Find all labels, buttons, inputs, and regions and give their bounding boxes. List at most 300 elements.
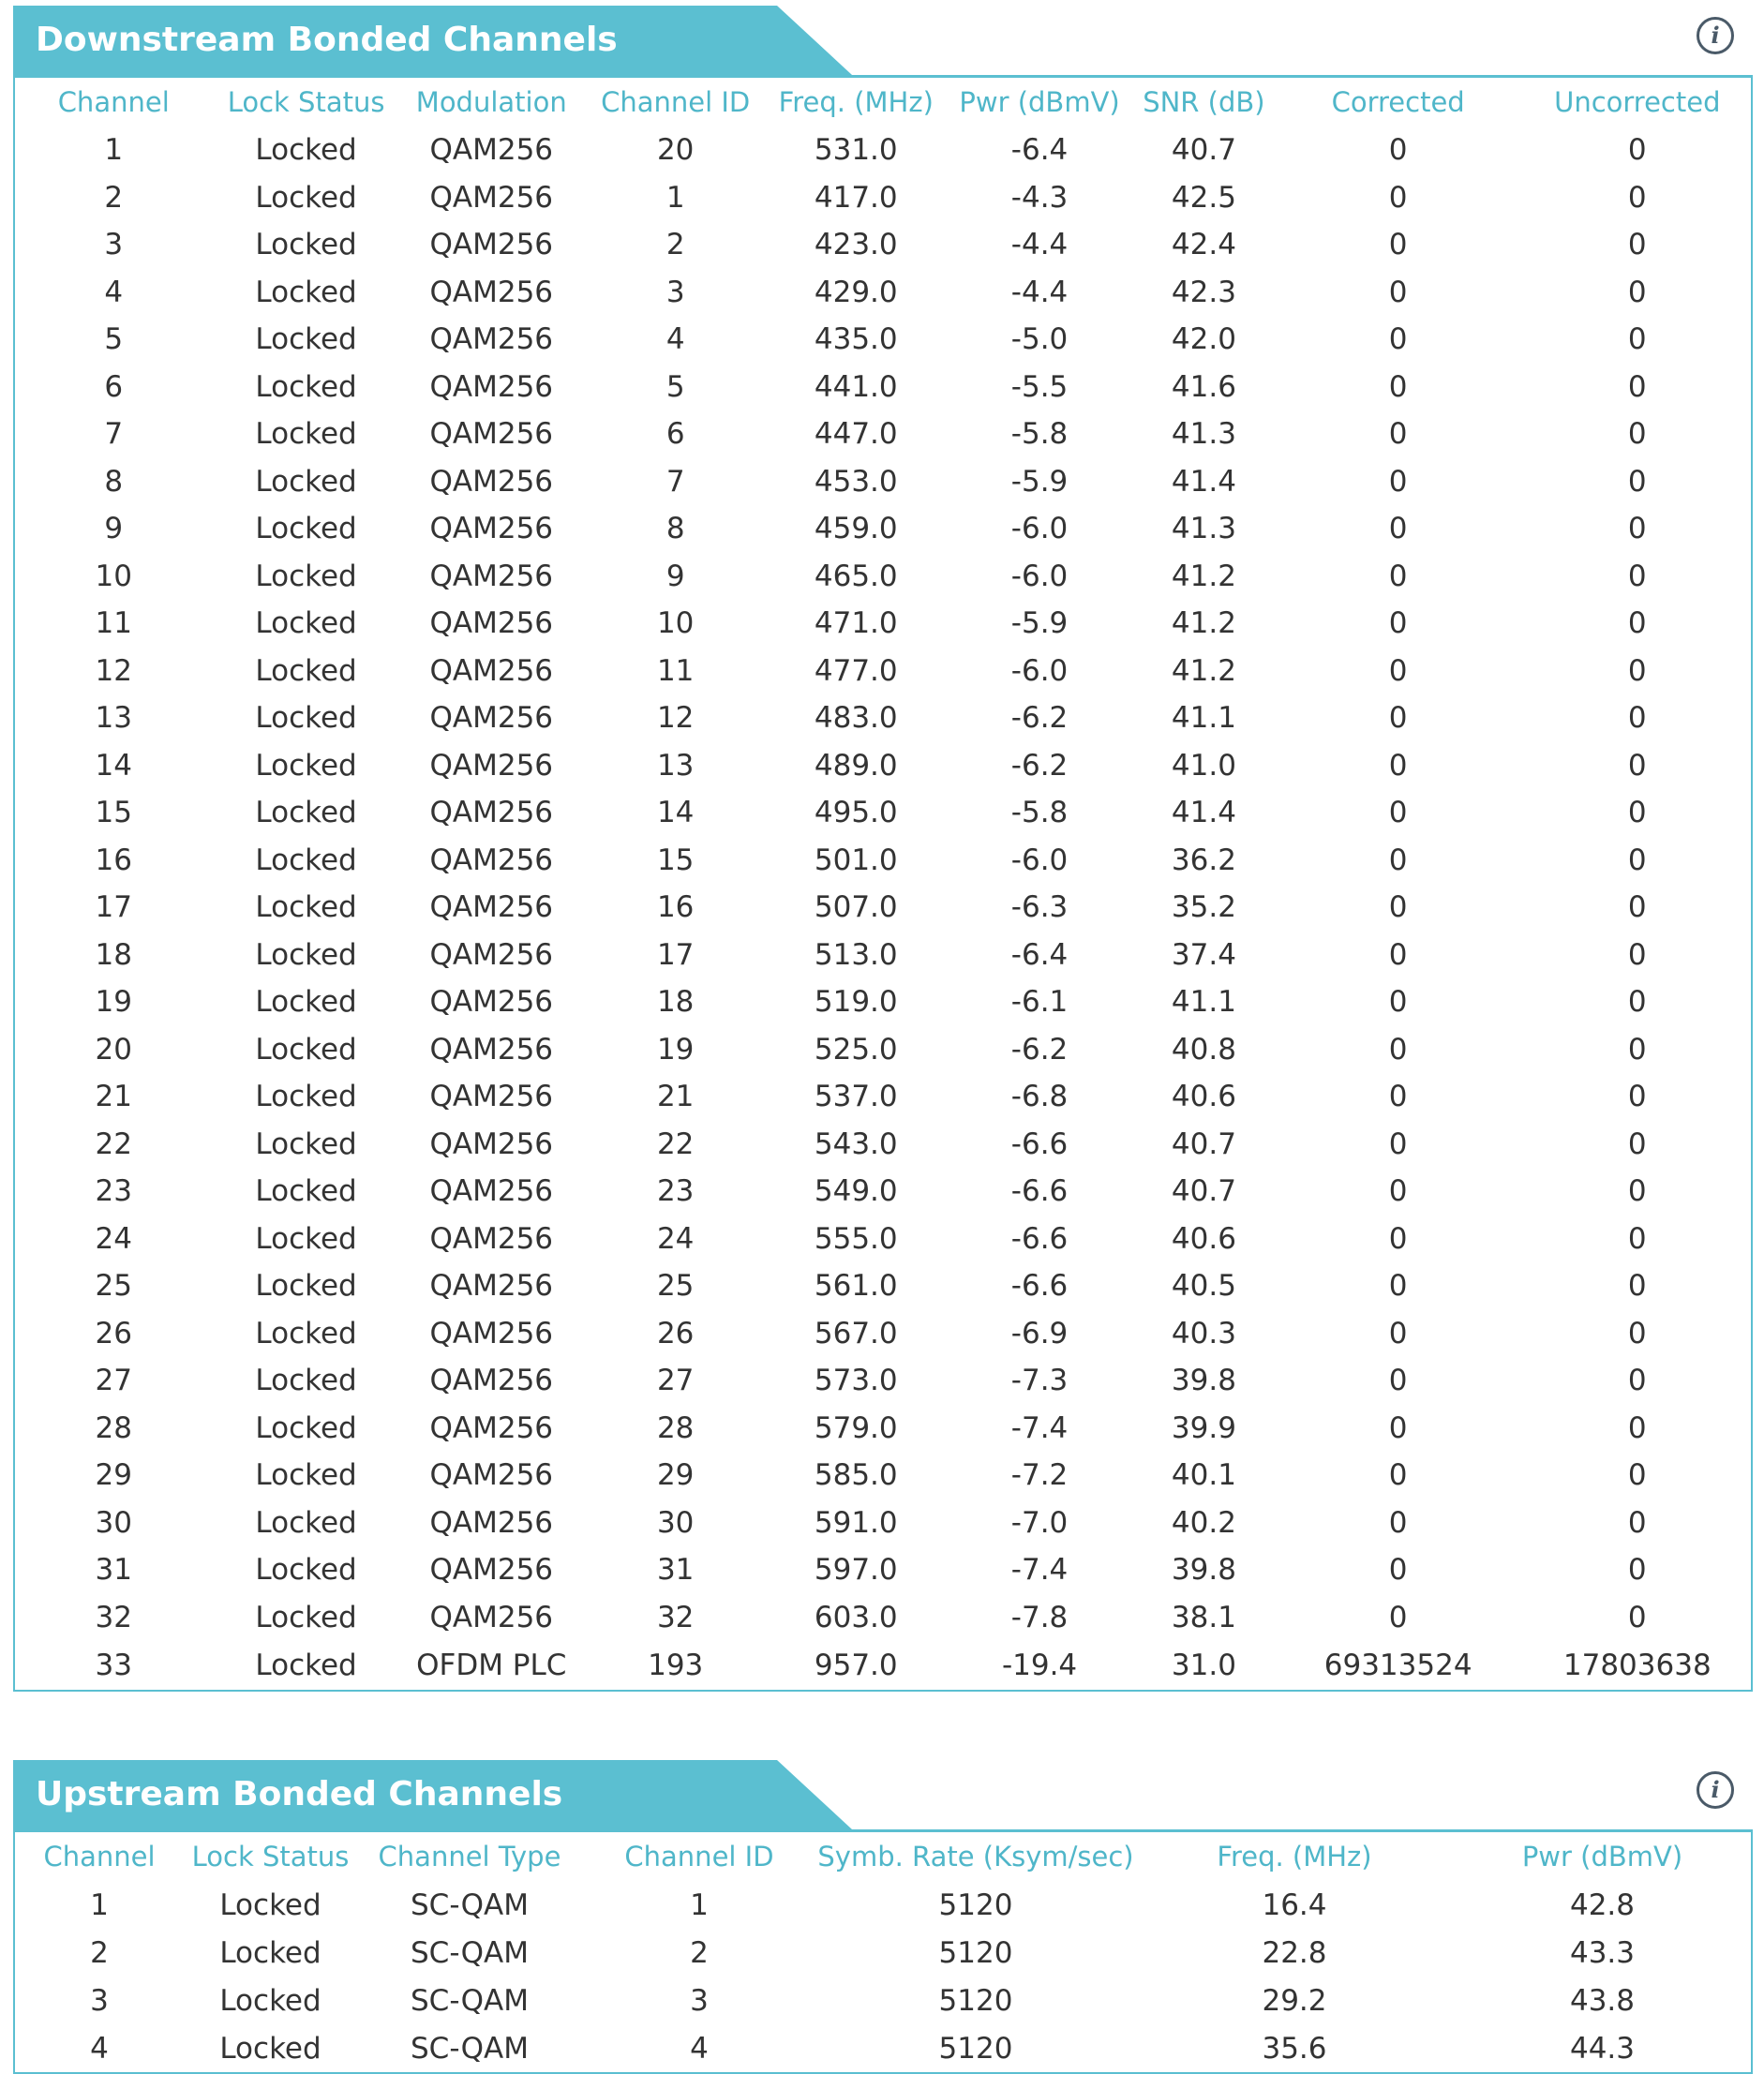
- cell-modulation: QAM256: [429, 1269, 554, 1304]
- cell-snr-db: 40.7: [1171, 1127, 1236, 1161]
- table-row: [15, 1546, 1751, 1594]
- table-row: [15, 648, 1751, 695]
- cell-freq-mhz: 423.0: [814, 228, 898, 262]
- cell-corrected: 0: [1388, 180, 1408, 215]
- cell-corrected: 0: [1388, 653, 1408, 688]
- cell-channel: 15: [95, 796, 132, 830]
- cell-snr-db: 40.7: [1171, 133, 1236, 168]
- cell-channel: 30: [95, 1505, 132, 1540]
- cell-lock-status: Locked: [255, 985, 357, 1020]
- table-row: [15, 742, 1751, 790]
- cell-corrected: 0: [1388, 985, 1408, 1020]
- cell-freq-mhz: 579.0: [814, 1410, 898, 1445]
- cell-modulation: QAM256: [429, 843, 554, 877]
- cell-channel: 26: [95, 1316, 132, 1350]
- cell-modulation: QAM256: [429, 1410, 554, 1445]
- cell-lock-status: Locked: [255, 1221, 357, 1256]
- cell-pwr-dbmv: -4.4: [1010, 228, 1069, 262]
- cell-modulation: QAM256: [429, 275, 554, 309]
- cell-channel: 24: [95, 1221, 132, 1256]
- cell-pwr-dbmv: -4.4: [1010, 275, 1069, 309]
- cell-channel: 6: [104, 369, 124, 404]
- cell-pwr-dbmv: -6.1: [1010, 985, 1069, 1020]
- cell-freq-mhz: 22.8: [1262, 1935, 1327, 1970]
- cell-uncorrected: 0: [1627, 417, 1647, 452]
- cell-uncorrected: 0: [1627, 1364, 1647, 1398]
- table-row: [15, 884, 1751, 932]
- table-row: [15, 1216, 1751, 1263]
- table-row: [15, 1452, 1751, 1500]
- cell-freq-mhz: 591.0: [814, 1505, 898, 1540]
- cell-channel-id: 26: [656, 1316, 695, 1350]
- table-row: [15, 932, 1751, 979]
- cell-channel-id: 29: [656, 1458, 695, 1493]
- cell-lock-status: Locked: [255, 796, 357, 830]
- column-header-symb-rate-ksym-sec: Symb. Rate (Ksym/sec): [817, 1841, 1134, 1873]
- cell-freq-mhz: 501.0: [814, 843, 898, 877]
- cell-lock-status: Locked: [255, 275, 357, 309]
- cell-snr-db: 35.2: [1171, 890, 1236, 925]
- cell-corrected: 0: [1388, 369, 1408, 404]
- table-row: [15, 1121, 1751, 1169]
- cell-channel: 22: [95, 1127, 132, 1161]
- cell-channel-id: 32: [656, 1600, 695, 1634]
- column-header-freq-mhz: Freq. (MHz): [1217, 1841, 1372, 1873]
- cell-channel-id: 27: [656, 1364, 695, 1398]
- table-row: [15, 1405, 1751, 1453]
- cell-corrected: 0: [1388, 228, 1408, 262]
- column-header-channel-id: Channel ID: [601, 86, 751, 118]
- cell-snr-db: 40.8: [1171, 1032, 1236, 1067]
- cell-corrected: 0: [1388, 1553, 1408, 1588]
- cell-channel-id: 1: [665, 180, 685, 215]
- cell-lock-status: Locked: [255, 1032, 357, 1067]
- cell-freq-mhz: 561.0: [814, 1269, 898, 1304]
- cell-freq-mhz: 453.0: [814, 464, 898, 499]
- cell-pwr-dbmv: -7.4: [1010, 1410, 1069, 1445]
- cell-channel: 33: [95, 1649, 132, 1682]
- cell-freq-mhz: 525.0: [814, 1032, 898, 1067]
- cell-snr-db: 41.1: [1171, 985, 1236, 1020]
- cell-lock-status: Locked: [255, 133, 357, 168]
- cell-modulation: QAM256: [429, 1174, 554, 1209]
- table-row: [15, 410, 1751, 458]
- cell-modulation: QAM256: [429, 464, 554, 499]
- cell-channel: 13: [95, 701, 132, 736]
- cell-snr-db: 41.3: [1171, 512, 1236, 546]
- cell-snr-db: 41.6: [1171, 369, 1236, 404]
- cell-freq-mhz: 597.0: [814, 1553, 898, 1588]
- column-header-pwr-dbmv: Pwr (dBmV): [959, 86, 1120, 118]
- column-header-modulation: Modulation: [415, 86, 567, 118]
- cell-modulation: QAM256: [429, 1600, 554, 1634]
- cell-freq-mhz: 495.0: [814, 796, 898, 830]
- info-icon[interactable]: i: [1697, 1771, 1734, 1809]
- cell-channel-id: 15: [656, 843, 695, 877]
- cell-freq-mhz: 29.2: [1262, 1983, 1327, 2018]
- cell-channel-id: 7: [665, 464, 685, 499]
- table-row: [15, 1929, 1751, 1977]
- column-header-snr-db: SNR (dB): [1143, 86, 1265, 118]
- cell-channel: 9: [104, 512, 124, 546]
- cell-channel: 10: [95, 559, 132, 593]
- cell-corrected: 0: [1388, 796, 1408, 830]
- cell-modulation: QAM256: [429, 606, 554, 641]
- cell-channel-id: 18: [656, 985, 695, 1020]
- cell-channel-id: 16: [656, 890, 695, 925]
- cell-freq-mhz: 441.0: [814, 369, 898, 404]
- cell-snr-db: 41.0: [1171, 748, 1236, 783]
- cell-uncorrected: 0: [1627, 985, 1647, 1020]
- cell-lock-status: Locked: [255, 559, 357, 593]
- cell-pwr-dbmv: -6.2: [1010, 701, 1069, 736]
- cell-lock-status: Locked: [255, 1316, 357, 1350]
- cell-lock-status: Locked: [255, 701, 357, 736]
- cell-corrected: 0: [1388, 701, 1408, 736]
- cell-channel-id: 28: [656, 1410, 695, 1445]
- cell-snr-db: 39.8: [1171, 1364, 1236, 1398]
- info-icon[interactable]: i: [1697, 17, 1734, 54]
- cell-snr-db: 39.8: [1171, 1553, 1236, 1588]
- cell-freq-mhz: 483.0: [814, 701, 898, 736]
- cell-corrected: 0: [1388, 512, 1408, 546]
- cell-lock-status: Locked: [255, 1600, 357, 1634]
- cell-channel: 3: [104, 228, 124, 262]
- table-row: [15, 505, 1751, 553]
- table-row: [15, 1881, 1751, 1929]
- cell-uncorrected: 0: [1627, 1080, 1647, 1114]
- cell-uncorrected: 0: [1627, 1032, 1647, 1067]
- cell-lock-status: Locked: [219, 2031, 321, 2066]
- cell-lock-status: Locked: [255, 1553, 357, 1588]
- cell-uncorrected: 0: [1627, 133, 1647, 168]
- cell-snr-db: 37.4: [1171, 937, 1236, 972]
- cell-pwr-dbmv: -7.0: [1010, 1505, 1069, 1540]
- table-row: [15, 1310, 1751, 1358]
- cell-lock-status: Locked: [255, 843, 357, 877]
- cell-channel: 4: [104, 275, 124, 309]
- cell-freq-mhz: 429.0: [814, 275, 898, 309]
- cell-lock-status: Locked: [255, 228, 357, 262]
- cell-pwr-dbmv: -6.0: [1010, 843, 1069, 877]
- cell-snr-db: 41.2: [1171, 653, 1236, 688]
- cell-freq-mhz: 471.0: [814, 606, 898, 641]
- cell-uncorrected: 0: [1627, 322, 1647, 357]
- cell-channel-id: 5: [665, 369, 685, 404]
- cell-channel: 1: [104, 133, 124, 168]
- cell-snr-db: 40.7: [1171, 1174, 1236, 1209]
- cell-modulation: QAM256: [429, 701, 554, 736]
- cell-corrected: 0: [1388, 464, 1408, 499]
- cell-channel: 31: [95, 1553, 132, 1588]
- downstream-table: [15, 78, 1751, 1690]
- cell-lock-status: Locked: [255, 464, 357, 499]
- cell-freq-mhz: 417.0: [814, 180, 898, 215]
- cell-channel: 5: [104, 322, 124, 357]
- cell-channel-id: 9: [665, 559, 685, 593]
- column-header-freq-mhz: Freq. (MHz): [778, 86, 934, 118]
- cell-uncorrected: 17803638: [1562, 1649, 1712, 1682]
- cell-channel: 27: [95, 1364, 132, 1398]
- cell-corrected: 0: [1388, 1364, 1408, 1398]
- column-header-uncorrected: Uncorrected: [1554, 86, 1721, 118]
- cell-pwr-dbmv: -6.4: [1010, 937, 1069, 972]
- cell-symb-rate-ksym-sec: 5120: [938, 1887, 1013, 1922]
- cell-freq-mhz: 459.0: [814, 512, 898, 546]
- cell-pwr-dbmv: -7.4: [1010, 1553, 1069, 1588]
- cell-uncorrected: 0: [1627, 369, 1647, 404]
- cell-snr-db: 40.5: [1171, 1269, 1236, 1304]
- cell-channel-id: 4: [690, 2031, 709, 2066]
- cell-channel-id: 13: [656, 748, 695, 783]
- cell-uncorrected: 0: [1627, 464, 1647, 499]
- cell-lock-status: Locked: [255, 1458, 357, 1493]
- cell-lock-status: Locked: [255, 180, 357, 215]
- column-header-channel-type: Channel Type: [378, 1841, 561, 1873]
- cell-freq-mhz: 489.0: [814, 748, 898, 783]
- cell-lock-status: Locked: [255, 937, 357, 972]
- table-row: [15, 221, 1751, 269]
- cell-modulation: QAM256: [429, 653, 554, 688]
- downstream-header: [13, 6, 1753, 75]
- cell-snr-db: 39.9: [1171, 1410, 1236, 1445]
- cell-pwr-dbmv: -6.6: [1010, 1269, 1069, 1304]
- cell-channel: 1: [90, 1887, 109, 1922]
- cell-modulation: QAM256: [429, 559, 554, 593]
- cell-uncorrected: 0: [1627, 512, 1647, 546]
- cell-lock-status: Locked: [255, 1505, 357, 1540]
- cell-modulation: QAM256: [429, 1221, 554, 1256]
- cell-symb-rate-ksym-sec: 5120: [938, 1983, 1013, 2018]
- cell-modulation: OFDM PLC: [416, 1649, 567, 1682]
- cell-uncorrected: 0: [1627, 606, 1647, 641]
- cell-channel-id: 3: [665, 275, 685, 309]
- cell-lock-status: Locked: [219, 1887, 321, 1922]
- cell-symb-rate-ksym-sec: 5120: [938, 2031, 1013, 2066]
- cell-snr-db: 41.1: [1171, 701, 1236, 736]
- cell-corrected: 0: [1388, 133, 1408, 168]
- cell-channel-id: 24: [656, 1221, 695, 1256]
- cell-corrected: 0: [1388, 1127, 1408, 1161]
- cell-pwr-dbmv: -5.0: [1010, 322, 1069, 357]
- cell-lock-status: Locked: [255, 1269, 357, 1304]
- cell-pwr-dbmv: -6.4: [1010, 133, 1069, 168]
- upstream-table-container: [13, 1829, 1753, 2074]
- table-row: [15, 174, 1751, 222]
- column-header-lock-status: Lock Status: [191, 1841, 350, 1873]
- upstream-header-row: [15, 1832, 1751, 1881]
- cell-channel-id: 14: [656, 796, 695, 830]
- cell-corrected: 0: [1388, 1316, 1408, 1350]
- cell-snr-db: 36.2: [1171, 843, 1236, 877]
- cell-freq-mhz: 567.0: [814, 1316, 898, 1350]
- cell-freq-mhz: 477.0: [814, 653, 898, 688]
- cell-channel: 11: [95, 606, 132, 641]
- cell-modulation: QAM256: [429, 1080, 554, 1114]
- cell-uncorrected: 0: [1627, 1458, 1647, 1493]
- table-row: [15, 789, 1751, 837]
- cell-pwr-dbmv: -6.2: [1010, 1032, 1069, 1067]
- cell-modulation: QAM256: [429, 985, 554, 1020]
- cell-channel: 17: [95, 890, 132, 925]
- cell-lock-status: Locked: [255, 417, 357, 452]
- cell-pwr-dbmv: -7.3: [1010, 1364, 1069, 1398]
- cell-modulation: QAM256: [429, 1127, 554, 1161]
- cell-channel-id: 11: [656, 653, 695, 688]
- cell-modulation: QAM256: [429, 180, 554, 215]
- cell-lock-status: Locked: [255, 1174, 357, 1209]
- table-row: [15, 1641, 1751, 1690]
- cell-lock-status: Locked: [255, 606, 357, 641]
- cell-channel-id: 23: [656, 1174, 695, 1209]
- cell-lock-status: Locked: [219, 1983, 321, 2018]
- cell-channel-id: 6: [665, 417, 685, 452]
- cell-modulation: QAM256: [429, 937, 554, 972]
- cell-corrected: 0: [1388, 890, 1408, 925]
- cell-corrected: 0: [1388, 1600, 1408, 1634]
- table-row: [15, 837, 1751, 885]
- cell-modulation: QAM256: [429, 1364, 554, 1398]
- cell-uncorrected: 0: [1627, 937, 1647, 972]
- downstream-table-container: [13, 75, 1753, 1692]
- cell-freq-mhz: 537.0: [814, 1080, 898, 1114]
- cell-freq-mhz: 435.0: [814, 322, 898, 357]
- cell-channel: 20: [95, 1032, 132, 1067]
- cell-channel: 18: [95, 937, 132, 972]
- cell-snr-db: 31.0: [1171, 1649, 1236, 1682]
- cell-corrected: 0: [1388, 1174, 1408, 1209]
- cell-corrected: 0: [1388, 1032, 1408, 1067]
- cell-channel-id: 30: [656, 1505, 695, 1540]
- cell-lock-status: Locked: [255, 653, 357, 688]
- upstream-title: Upstream Bonded Channels: [36, 1775, 563, 1813]
- cell-modulation: QAM256: [429, 369, 554, 404]
- cell-pwr-dbmv: 43.8: [1569, 1983, 1636, 2018]
- cell-snr-db: 42.3: [1171, 275, 1236, 309]
- cell-pwr-dbmv: -6.6: [1010, 1127, 1069, 1161]
- cell-channel: 7: [104, 417, 124, 452]
- cell-corrected: 0: [1388, 1505, 1408, 1540]
- cell-corrected: 0: [1388, 748, 1408, 783]
- cell-pwr-dbmv: -6.9: [1010, 1316, 1069, 1350]
- cell-freq-mhz: 531.0: [814, 133, 898, 168]
- cell-channel: 32: [95, 1600, 132, 1634]
- cell-modulation: QAM256: [429, 1032, 554, 1067]
- cell-corrected: 0: [1388, 606, 1408, 641]
- cell-uncorrected: 0: [1627, 748, 1647, 783]
- cell-pwr-dbmv: -4.3: [1010, 180, 1069, 215]
- downstream-panel: [13, 6, 1753, 1692]
- cell-uncorrected: 0: [1627, 275, 1647, 309]
- cell-modulation: QAM256: [429, 512, 554, 546]
- cell-pwr-dbmv: -6.0: [1010, 559, 1069, 593]
- cell-snr-db: 41.2: [1171, 606, 1236, 641]
- table-row: [15, 694, 1751, 742]
- table-row: [15, 269, 1751, 317]
- cell-freq-mhz: 957.0: [814, 1649, 898, 1682]
- table-row: [15, 978, 1751, 1026]
- cell-channel-id: 17: [656, 937, 695, 972]
- cell-channel: 12: [95, 653, 132, 688]
- cell-channel: 2: [104, 180, 124, 215]
- cell-channel-id: 2: [665, 228, 685, 262]
- cell-freq-mhz: 543.0: [814, 1127, 898, 1161]
- cell-snr-db: 38.1: [1171, 1600, 1236, 1634]
- table-row: [15, 316, 1751, 364]
- cell-pwr-dbmv: -5.8: [1010, 796, 1069, 830]
- cell-channel-id: 10: [656, 606, 695, 641]
- cell-pwr-dbmv: -5.9: [1010, 606, 1069, 641]
- cell-corrected: 0: [1388, 417, 1408, 452]
- column-header-channel: Channel: [57, 86, 170, 118]
- cell-pwr-dbmv: -7.8: [1010, 1600, 1069, 1634]
- cell-modulation: QAM256: [429, 417, 554, 452]
- table-row: [15, 600, 1751, 648]
- cell-corrected: 0: [1388, 1458, 1408, 1493]
- cell-channel-id: 1: [690, 1887, 709, 1922]
- cell-channel: 8: [104, 464, 124, 499]
- table-row: [15, 1168, 1751, 1216]
- table-row: [15, 127, 1751, 174]
- cell-channel-id: 2: [690, 1935, 709, 1970]
- cell-snr-db: 40.6: [1171, 1221, 1236, 1256]
- cell-snr-db: 42.5: [1171, 180, 1236, 215]
- column-header-corrected: Corrected: [1331, 86, 1465, 118]
- cell-freq-mhz: 513.0: [814, 937, 898, 972]
- cell-symb-rate-ksym-sec: 5120: [938, 1935, 1013, 1970]
- cell-pwr-dbmv: -6.8: [1010, 1080, 1069, 1114]
- cell-snr-db: 41.4: [1171, 464, 1236, 499]
- cell-uncorrected: 0: [1627, 180, 1647, 215]
- cell-uncorrected: 0: [1627, 1410, 1647, 1445]
- cell-uncorrected: 0: [1627, 1269, 1647, 1304]
- cell-snr-db: 41.3: [1171, 417, 1236, 452]
- table-row: [15, 1026, 1751, 1074]
- cell-pwr-dbmv: -6.6: [1010, 1174, 1069, 1209]
- cell-uncorrected: 0: [1627, 228, 1647, 262]
- cell-channel-id: 3: [690, 1983, 709, 2018]
- cell-uncorrected: 0: [1627, 796, 1647, 830]
- cell-channel-id: 193: [648, 1649, 704, 1682]
- cell-freq-mhz: 549.0: [814, 1174, 898, 1209]
- cell-lock-status: Locked: [255, 1364, 357, 1398]
- cell-pwr-dbmv: -6.3: [1010, 890, 1069, 925]
- cell-channel-id: 25: [656, 1269, 695, 1304]
- cell-channel: 19: [95, 985, 132, 1020]
- table-row: [15, 1594, 1751, 1642]
- cell-freq-mhz: 603.0: [814, 1600, 898, 1634]
- cell-channel-id: 22: [656, 1127, 695, 1161]
- cell-lock-status: Locked: [255, 1410, 357, 1445]
- cell-uncorrected: 0: [1627, 701, 1647, 736]
- column-header-pwr-dbmv: Pwr (dBmV): [1521, 1841, 1683, 1873]
- cell-snr-db: 40.1: [1171, 1458, 1236, 1493]
- cell-corrected: 0: [1388, 1410, 1408, 1445]
- cell-channel: 4: [90, 2031, 109, 2066]
- cell-freq-mhz: 16.4: [1262, 1887, 1327, 1922]
- cell-lock-status: Locked: [255, 1649, 357, 1682]
- cell-uncorrected: 0: [1627, 1600, 1647, 1634]
- cell-freq-mhz: 573.0: [814, 1364, 898, 1398]
- cell-channel: 3: [90, 1983, 109, 2018]
- cell-modulation: QAM256: [429, 322, 554, 357]
- cell-uncorrected: 0: [1627, 1505, 1647, 1540]
- table-row: [15, 1977, 1751, 2024]
- cell-channel-id: 31: [656, 1553, 695, 1588]
- cell-pwr-dbmv: -6.2: [1010, 748, 1069, 783]
- cell-channel-id: 12: [656, 701, 695, 736]
- cell-snr-db: 41.2: [1171, 559, 1236, 593]
